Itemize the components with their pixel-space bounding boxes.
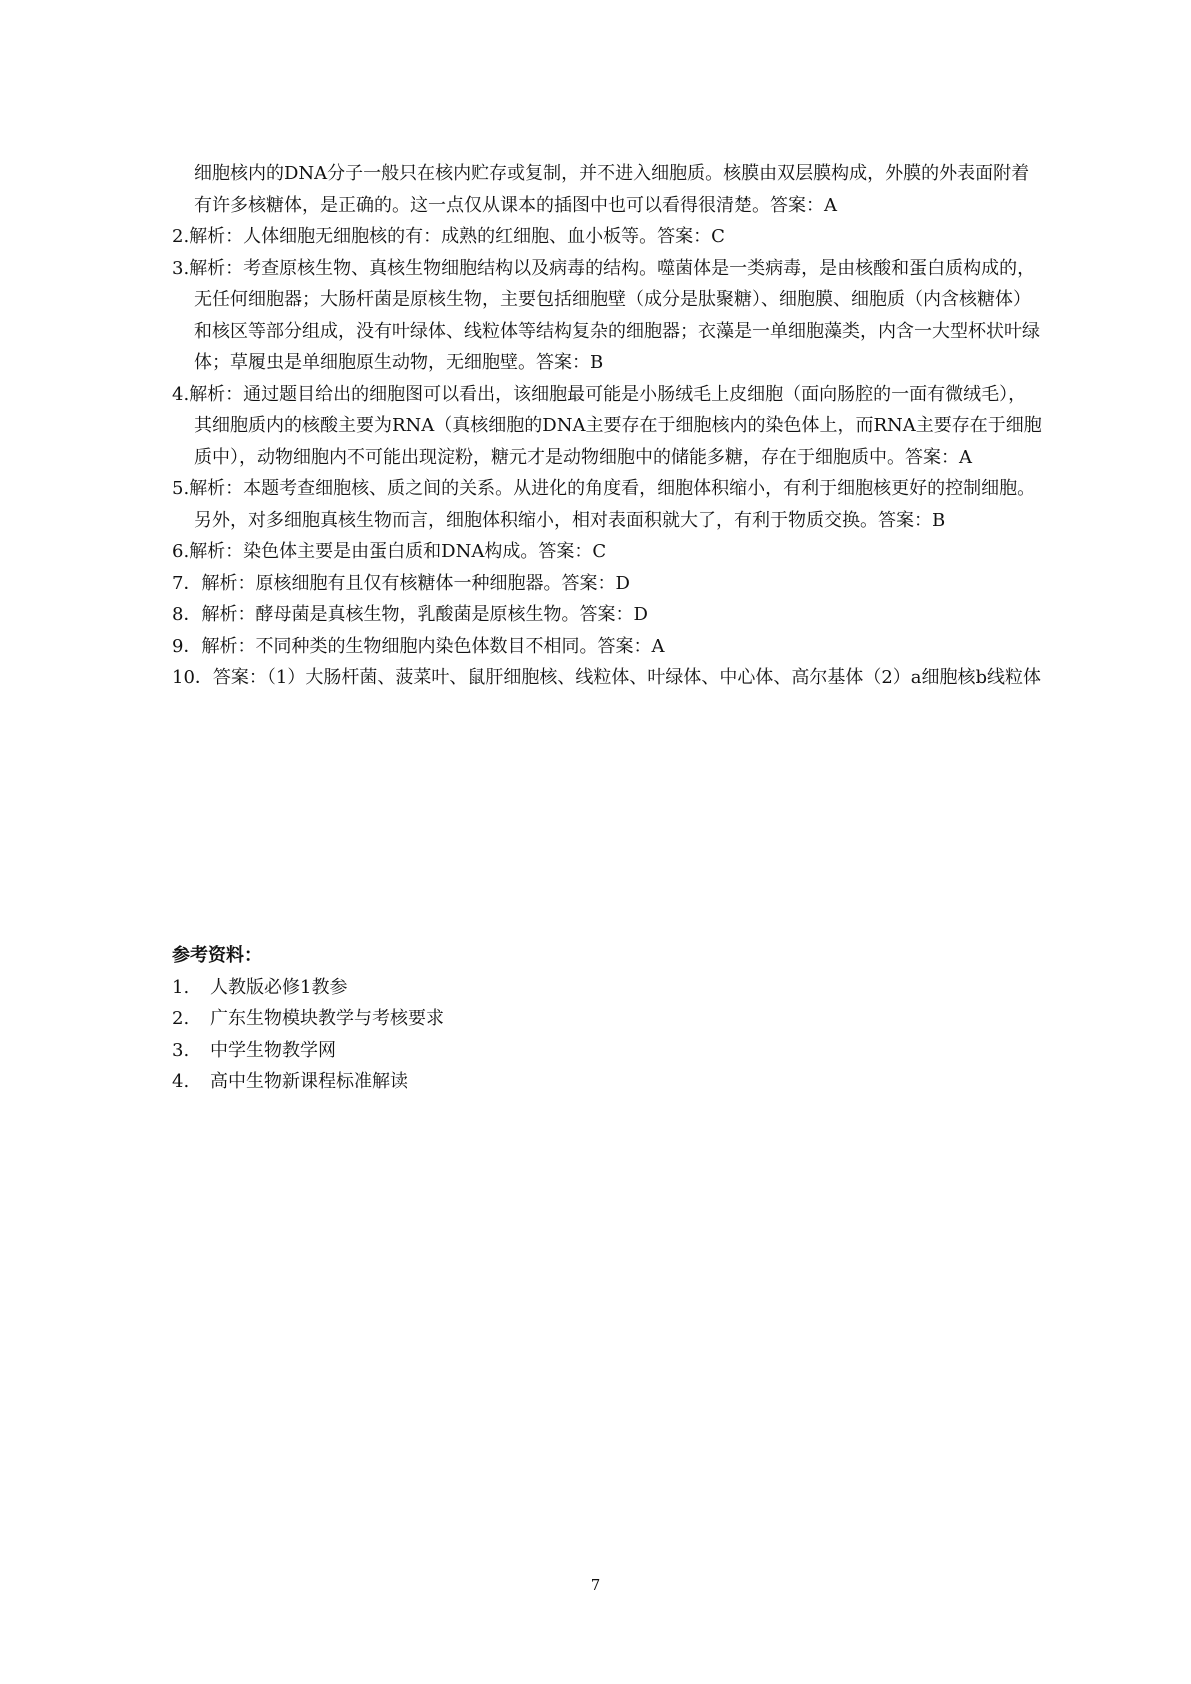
reference-item-1: [172, 972, 1042, 1004]
answer-item-2: [172, 221, 1042, 253]
reference-number: 2.: [172, 1008, 190, 1029]
reference-item-3: [172, 1035, 1042, 1067]
answer-text: 答案：（1）大肠杆菌、菠菜叶、鼠肝细胞核、线粒体、叶绿体、中心体、高尔基体（2）a细胞核b线粒体: [212, 667, 1042, 688]
answer-item-5: [172, 473, 1042, 536]
reference-number: 3.: [172, 1039, 190, 1061]
answer-number: 8．: [172, 604, 202, 625]
answer-explanations: [172, 158, 1042, 694]
answer-number: 6.: [172, 541, 190, 562]
answer-item-1-continuation: [172, 158, 1042, 221]
answer-text: 解析：染色体主要是由蛋白质和DNA构成。答案：C: [189, 541, 607, 562]
reference-text: 广东生物模块教学与考核要求: [210, 1008, 444, 1029]
answer-text: 解析：通过题目给出的细胞图可以看出，该细胞最可能是小肠绒毛上皮细胞（面向肠腔的一面有微绒毛），其细胞质内的核酸主要为RNA（真核细胞的DNA主要存在于细胞核内的染色体上，而RNA主要存在于细胞质中），动物细胞内不可能出现淀粉，糖元才是动物细胞中的储能多糖，存在于细胞质中。答案：A: [189, 383, 1042, 468]
answer-text: 细胞核内的DNA分子一般只在核内贮存或复制，并不进入细胞质。核膜由双层膜构成，外膜的外表面附着有许多核糖体，是正确的。这一点仅从课本的插图中也可以看得很清楚。答案：A: [194, 163, 1030, 216]
answer-item-6: [172, 536, 1042, 568]
reference-text: 高中生物新课程标准解读: [210, 1071, 408, 1092]
answer-number: 3.: [172, 257, 190, 279]
reference-text: 人教版必修1教参: [210, 976, 348, 998]
reference-item-4: [172, 1066, 1042, 1098]
reference-number: 4.: [172, 1071, 190, 1092]
answer-number: 7．: [172, 572, 202, 594]
answer-item-9: [172, 631, 1042, 663]
answer-item-4: [172, 379, 1042, 474]
answer-item-10: [172, 662, 1042, 694]
answer-number: 9．: [172, 635, 202, 657]
references-section: [172, 940, 1042, 1098]
page-number: 7: [590, 1576, 601, 1594]
answer-number: 10．: [172, 667, 213, 688]
answer-number: 2.: [172, 226, 190, 247]
answer-text: 解析：酵母菌是真核生物，乳酸菌是原核生物。答案：D: [201, 604, 648, 625]
answer-text: 解析：不同种类的生物细胞内染色体数目不相同。答案：A: [201, 635, 665, 657]
answer-number: 5.: [172, 478, 190, 499]
answer-item-8: [172, 599, 1042, 631]
reference-text: 中学生物教学网: [210, 1039, 336, 1061]
answer-number: 4.: [172, 383, 190, 405]
answer-item-7: [172, 568, 1042, 600]
references-title: 参考资料：: [172, 945, 262, 966]
answer-item-3: [172, 253, 1042, 379]
reference-item-2: [172, 1003, 1042, 1035]
answer-text: 解析：考查原核生物、真核生物细胞结构以及病毒的结构。噬菌体是一类病毒，是由核酸和蛋白质构成的，无任何细胞器；大肠杆菌是原核生物，主要包括细胞壁（成分是肽聚糖）、细胞膜、细胞质（内含核糖体）和核区等部分组成，没有叶绿体、线粒体等结构复杂的细胞器；衣藻是一单细胞藻类，内含一大型杯状叶绿体；草履虫是单细胞原生动物，无细胞壁。答案：B: [189, 257, 1040, 373]
answer-text: 解析：本题考查细胞核、质之间的关系。从进化的角度看，细胞体积缩小，有利于细胞核更好的控制细胞。另外，对多细胞真核生物而言，细胞体积缩小，相对表面积就大了，有利于物质交换。答案：B: [189, 478, 1036, 531]
reference-number: 1.: [172, 976, 190, 998]
answer-text: 解析：人体细胞无细胞核的有：成熟的红细胞、血小板等。答案：C: [189, 226, 725, 247]
answer-text: 解析：原核细胞有且仅有核糖体一种细胞器。答案：D: [201, 572, 630, 594]
